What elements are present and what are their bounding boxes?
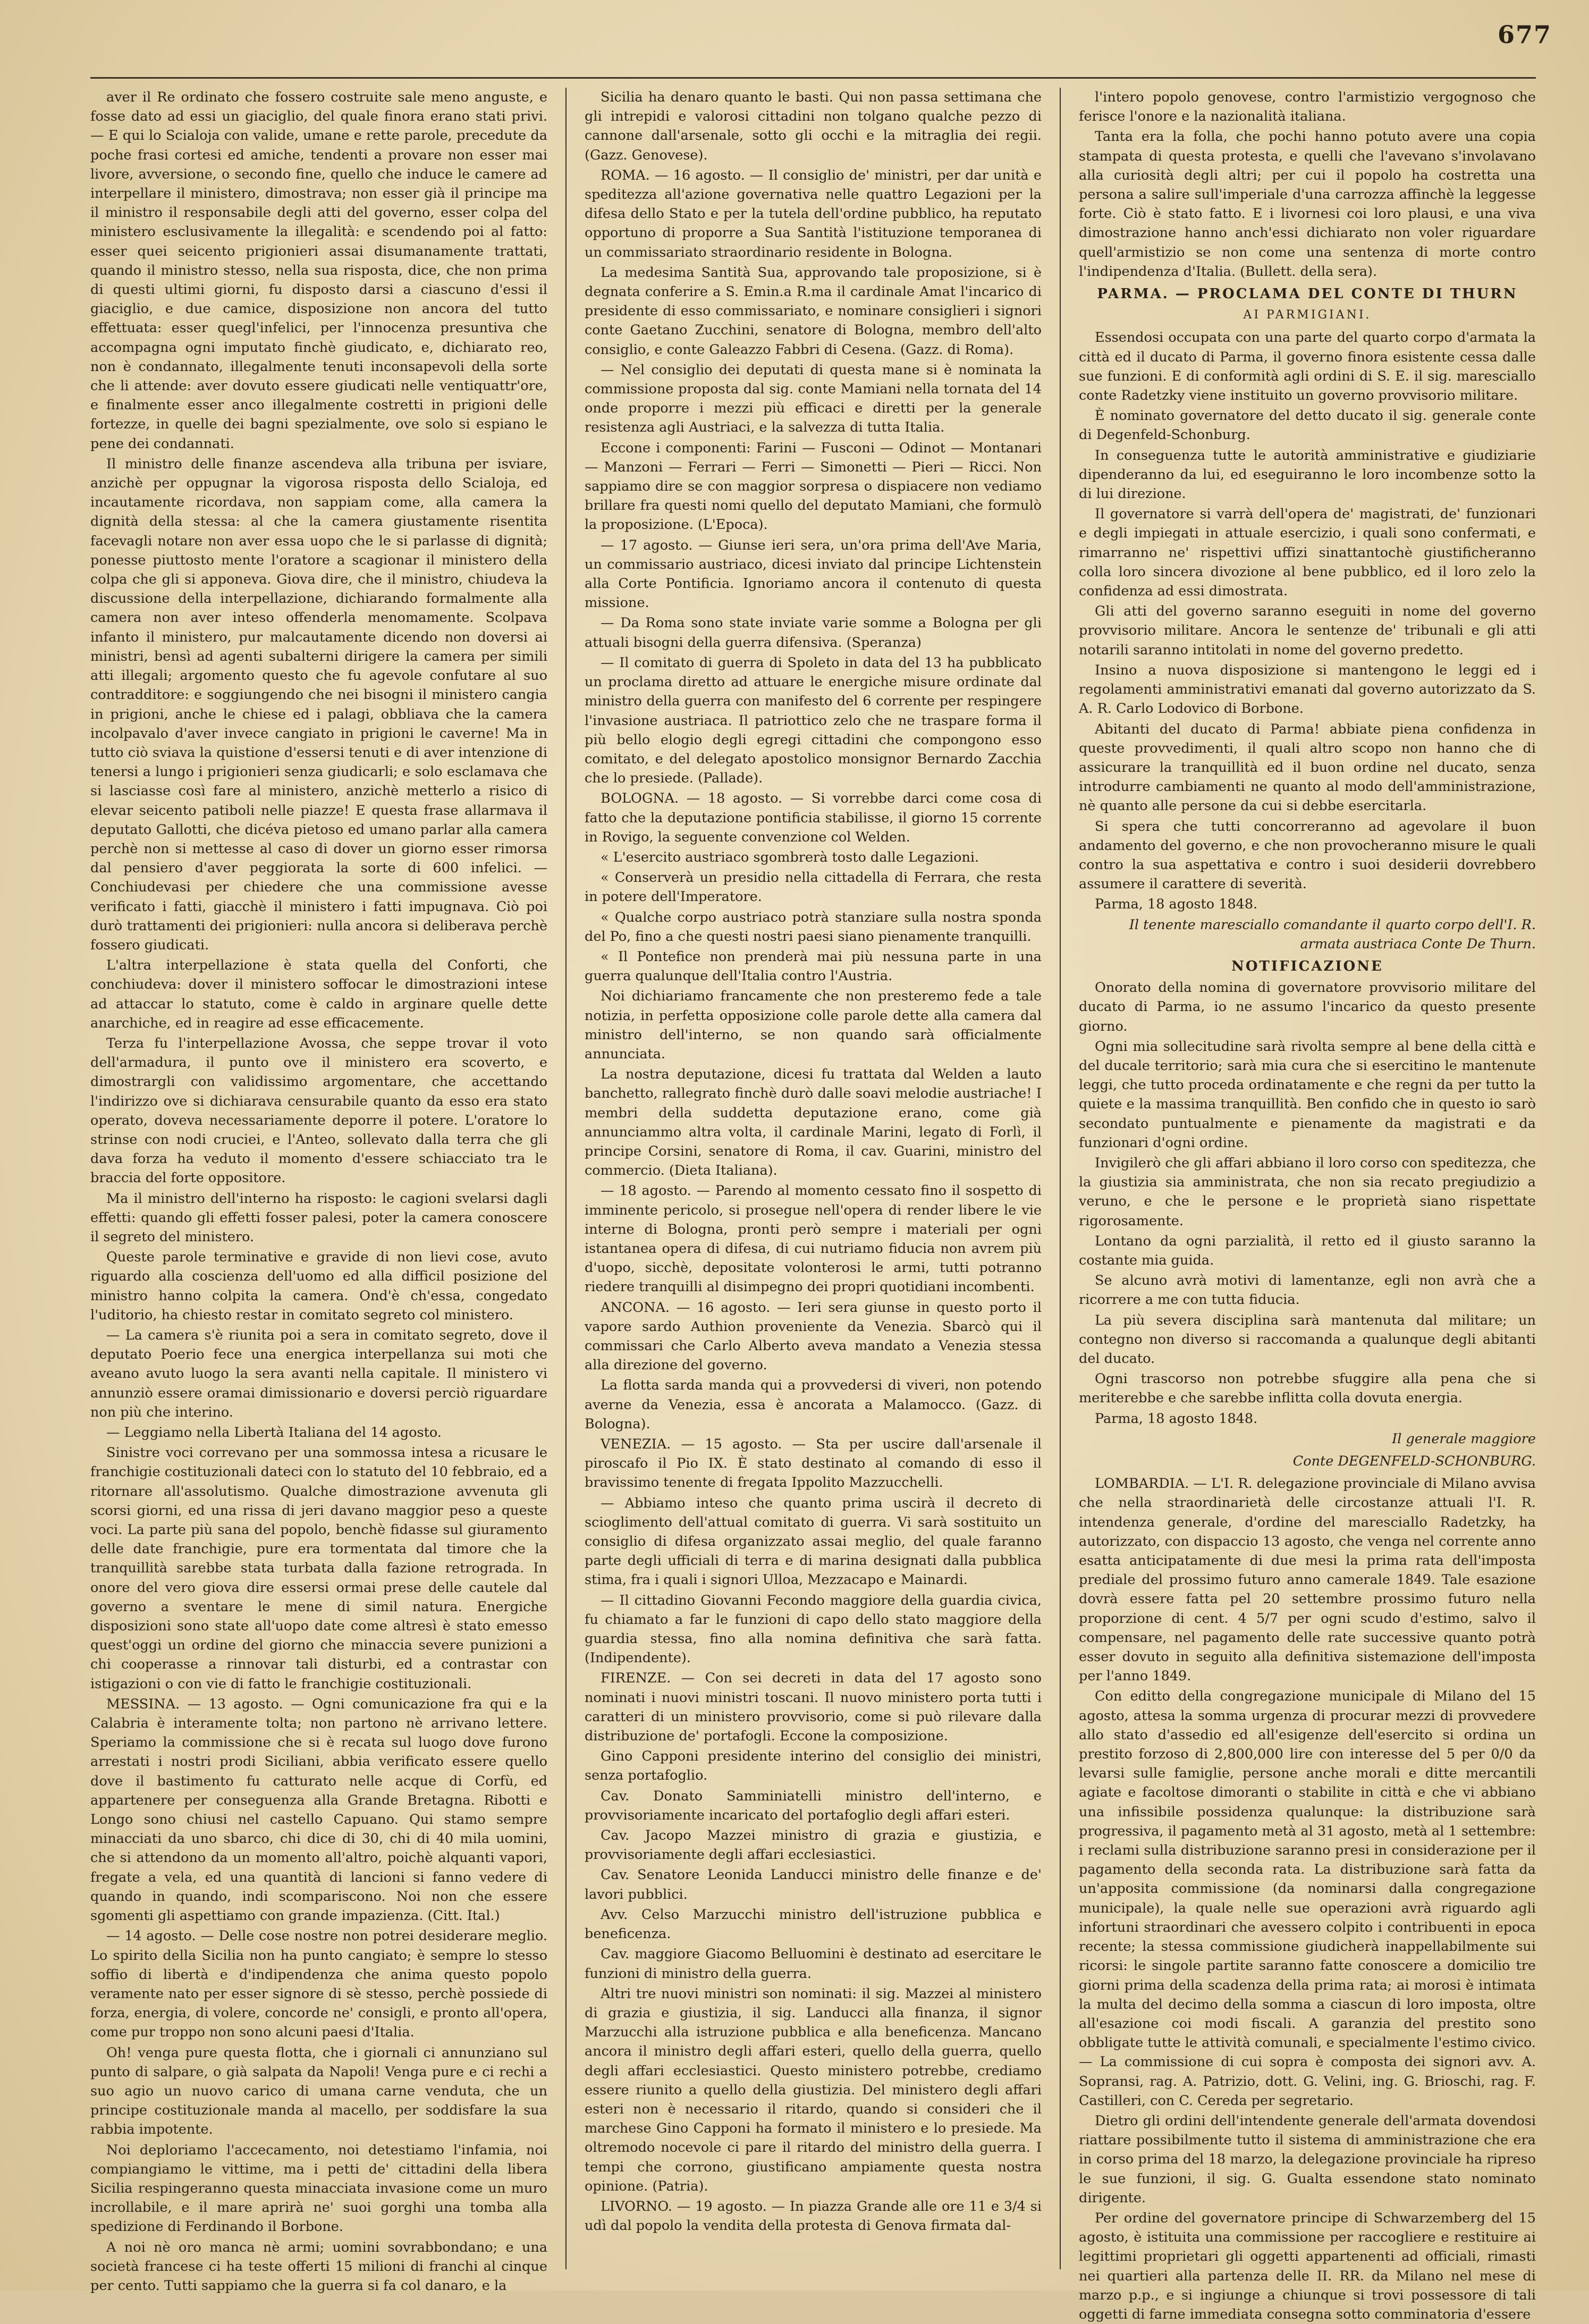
column-2	[567, 88, 1061, 2269]
parma-date-2: Parma, 18 agosto 1848.	[1095, 1410, 1258, 1427]
paragraph: Abitanti del ducato di Parma! abbiate piena confidenza in queste provvedimenti, il quali altro scopo non hanno che di assicurare la tranquillità ed il buon ordine nel ducato, senza introdurre cambiamenti ne quanto al modo dell'amministrazione, nè quanto alle persone da cui si debbe esercitarla.	[1079, 721, 1536, 814]
paragraph: Per ordine del governatore principe di Schwarzemberg del 15 agosto, è istituita una commissione per raccogliere e restituire ai legittimi proprietari gli oggetti appartenenti ad officiali, rimasti nei quartieri alla partenza delle II. RR. da Milano nel mese di marzo p.p., e si ingiunge a chiunque si trovi possessore di tali oggetti di farne immediata consegna sotto comminatoria d'essere	[1079, 2210, 1536, 2322]
paragraph: Altri tre nuovi ministri son nominati: il sig. Mazzei al ministero di grazia e giustizia, il sig. Landucci alla finanza, il signor Marzucchi alla istruzione pubblica e alla beneficenza. Mancano ancora il ministro degli affari esteri, quello della guerra, quello degli affari ecclesiastici. Questo ministero potrebbe, crediamo essere riunito a quello della giustizia. Del ministero degli affari esteri non è necessario il ritardo, quando si consideri che il marchese Gino Capponi ha formato il ministero e lo presiede. Ma oltremodo nocevole ci pare il ritardo del ministro della guerra. I tempi che corrono, giustificano ampiamente questa nostra opinione. (Patria).	[585, 1985, 1042, 2194]
paragraph: Sicilia ha denaro quanto le basti. Qui non passa settimana che gli intrepidi e valorosi cittadini non tolgano qualche pezzo di cannone dall'arsenale, sotto gli occhi e la mitraglia dei regii. (Gazz. Genovese).	[585, 89, 1042, 163]
paragraph: Terza fu l'interpellazione Avossa, che seppe trovar il voto dell'armadura, il punto ove il ministero era scoverto, e dimostrargli con validissimo argomentare, che accettando l'indirizzo ove si dichiarava censurabile quanto da esso era stato operato, doveva necessariamente deporre il potere. L'oratore lo strinse con nodi cruciei, e l'Anteo, sollevato dalla terra che gli dava forza ha veduto il momento d'essere schiacciato tra le braccia del forte oppositore.	[90, 1035, 547, 1186]
paragraph: — Nel consiglio dei deputati di questa mane si è nominata la commissione proposta dal sig. conte Mamiani nella tornata del 14 onde proporre i mezzi più efficaci e diretti per la generale resistenza agli Austriaci, e la salvezza di tutta Italia.	[585, 361, 1042, 436]
paragraph: — Leggiamo nella Libertà Italiana del 14 agosto.	[106, 1425, 442, 1441]
notification-body	[1079, 978, 1536, 1408]
paragraph: Tanta era la folla, che pochi hanno potuto avere una copia stampata di questa protesta, e quelli che l'avevano s'involavano alla curiosità degli altri; per cui il popolo ha costretta una persona a salire sull'imperiale d'una carrozza affinchè la leggesse forte. Ciò è stato fatto. E i livornesi coi loro plausi, e una viva dimostrazione hanno anch'essi dichiarato non voler riguardare quell'armistizio se non come una sentenza di morte contro l'indipendenza d'Italia. (Bullett. della sera).	[1079, 129, 1536, 280]
column-1	[90, 88, 567, 2294]
paragraph: È nominato governatore del detto ducato il sig. generale conte di Degenfeld-Schonburg.	[1079, 408, 1536, 443]
paragraph: ROMA. — 16 agosto. — Il consiglio de' ministri, per dar unità e speditezza all'azione governativa nelle quattro Legazioni per la difesa dello Stato e per la tutela dell'ordine pubblico, ha reputato opportuno di proporre a Sua Santità l'istituzione temporanea di un commissariato straordinario residente in Bologna.	[585, 167, 1042, 260]
paragraph: — Da Roma sono state inviate varie somme a Bologna per gli attuali bisogni della guerra difensiva. (Speranza)	[585, 615, 1042, 651]
paragraph: VENEZIA. — 15 agosto. — Sta per uscire dall'arsenale il piroscafo il Pio IX. È stato destinato al comando di esso il bravissimo tenente di fregata Ippolito Mazzucchelli.	[585, 1436, 1042, 1491]
paragraph: — 18 agosto. — Parendo al momento cessato fino il sospetto di imminente pericolo, si prosegue nell'opera di render libere le vie interne di Bologna, pronti però sempre i materiali per ogni istantanea opera di difesa, di cui nutriamo fiducia non avrem più d'uopo, sicchè, depositate volonterosi le armi, tutti potranno riedere tranquilli al disimpegno dei propri quotidiani incombenti.	[585, 1183, 1042, 1295]
paragraph: Se alcuno avrà motivi di lamentanze, egli non avrà che a ricorrere a me con tutta fiducia.	[1079, 1273, 1536, 1308]
header-rule	[90, 77, 1536, 79]
paragraph: Essendosi occupata con una parte del quarto corpo d'armata la città ed il ducato di Parma, il governo finora esistente cessa dalle sue funzioni. E di conformità agli ordini di S. E. il sig. maresciallo conte Radetzky viene instituito un governo provvisorio militare.	[1079, 330, 1536, 404]
paragraph: Dietro gli ordini dell'intendente generale dell'armata dovendosi riattare possibilmente tutto il sistema di amministrazione che era in corso prima del 18 marzo, la delegazione provinciale ha ripreso le sue funzioni, il sig. G. Gualta essendone stato nominato dirigente.	[1079, 2112, 1536, 2206]
paragraph: « Qualche corpo austriaco potrà stanziare sulla nostra sponda del Po, fino a che questi nostri paesi siano pienamente tranquilli.	[585, 909, 1042, 945]
paragraph: Ma il ministro dell'interno ha risposto: le cagioni svelarsi dagli effetti: quando gli effetti fosser palesi, poter la camera conoscere il segreto del ministero.	[90, 1190, 547, 1245]
paragraph: aver il Re ordinato che fossero costruite sale meno anguste, e fosse dato ad essi un giaciglio, del quale finora erano stati privi. — E qui lo Scialoja con valide, umane e rette parole, precedute da poche frasi cortesi ed amiche, tendenti a provare non esser mai livore, avversione, o secondo fine, quello che induce le camere ad interpellare il ministero, dimostrava; non esser già il principe ma il ministro il responsabile degli atti del governo, esser colpa del ministero esclusivamente la illegalità: e scendendo poi al fatto: esser quei seicento prigionieri assai disumanamente trattati, quando il ministro stesso, nella sua risposta, dice, che non prima di questi ultimi giorni, fu disposto darsi a ciascuno d'essi il giaciglio, e due camice, disposizione non ancora del tutto effettuata: esser quegl'infelici, per l'innocenza presuntiva che accompagna ogni imputato finchè giudicato, e, dichiarato reo, non è condannato, illegalmente tenuti inconsapevoli della sorte che li attende: aver dovuto essere giudicati nelle ventiquattr'ore, e finalmente esser anco illegalmente costretti in prigioni delle fortezze, in quelle dei bagni spezialmente, ove solo si espiano le pene dei condannati.	[90, 89, 547, 452]
paragraph: Avv. Celso Marzucchi ministro dell'istruzione pubblica e beneficenza.	[585, 1906, 1042, 1942]
paragraph: « Il Pontefice non prenderà mai più nessuna parte in una guerra qualunque dell'Italia contro l'Austria.	[585, 948, 1042, 984]
paragraph: Queste parole terminative e gravide di non lievi cose, avuto riguardo alla coscienza dell'uomo ed alla difficil posizione del ministro hanno colpita la camera. Ond'è ch'essa, congedato l'uditorio, ha chiesto restar in comitato segreto col ministero.	[90, 1249, 547, 1323]
paragraph: Onorato della nomina di governatore provvisorio militare del ducato di Parma, io ne assumo l'incarico da questo presente giorno.	[1079, 980, 1536, 1034]
parma-proclamation-heading: PARMA. — PROCLAMA DEL CONTE DI THURN	[1097, 286, 1518, 302]
paragraph: Con editto della congregazione municipale di Milano del 15 agosto, attesa la somma urgenza di procurar mezzi di provvedere allo stato d'assedio ed all'esigenze dell'esercito si ordina un prestito forzoso di 2,800,000 lire con interesse del 5 per 0/0 da levarsi sulle famiglie, persone anche morali e ditte mercantili agiate e facoltose dimoranti o stabilite in città e che vi abbiano una infissibile possidenza qualunque: la distribuzione sarà progressiva, il pagamento metà al 31 agosto, metà al 1 settembre: i reclami sulla distribuzione saranno presi in considerazione per il pagamento della seconda rata. La distribuzione sarà fatta da un'apposita commissione (da nominarsi dalla congregazione municipale), la quale nelle sue operazioni avrà riguardo agli infortuni straordinari che avessero colpito i contribuenti in epoca recente; la stessa commissione giudicherà inappellabilmente sui ricorsi: le singole partite saranno fatte conoscere a domicilio tre giorni prima della scadenza della prima rata; ai morosi è intimata la multa del decimo della somma a ciascun di loro imposta, oltre all'esazione coi modi fiscali. A garanzia del prestito sono obbligate tutte le attività comunali, e specialmente l'estimo civico. — La commissione di cui sopra è composta dei signori avv. A. Sopransi, rag. A. Patrizio, dott. G. Velini, ing. G. Brioschi, rag. F. Castilleri, con C. Cereda per segretario.	[1079, 1688, 1536, 2109]
notification-heading: NOTIFICAZIONE	[1231, 958, 1383, 974]
paragraph: In conseguenza tutte le autorità amministrative e giudiziarie dipenderanno da lui, ed eseguiranno le loro incombenze sotto la di lui direzione.	[1079, 447, 1536, 502]
column-3	[1061, 88, 1536, 2322]
paragraph: Eccone i componenti: Farini — Fusconi — Odinot — Montanari — Manzoni — Ferrari — Ferri — Simonetti — Pieri — Ricci. Non sappiamo dire se con maggior sorpresa o dispiacere non vediamo brillare fra questi nomi quello del deputato Mamiani, che formulò la proposizione. (L'Epoca).	[585, 440, 1042, 533]
paragraph: La più severa disciplina sarà mantenuta dal militare; un contegno non diverso si raccomanda a qualunque degli abitanti del ducato.	[1079, 1312, 1536, 1367]
paragraph: LIVORNO. — 19 agosto. — In piazza Grande alle ore 11 e 3/4 si udì dal popolo la vendita della protesta di Genova firmata dal-	[585, 2198, 1042, 2234]
paragraph: — La camera s'è riunita poi a sera in comitato segreto, dove il deputato Poerio fece una energica interpellanza sui moti che aveano avuto luogo la sera avanti nella capitale. Il ministero vi annunziò essere oramai dimissionario e doversi perciò riguardare non più che interino.	[90, 1327, 547, 1420]
paragraph: Lontano da ogni parzialità, il retto ed il giusto saranno la costante mia guida.	[1079, 1233, 1536, 1268]
paragraph: Cav. maggiore Giacomo Belluomini è destinato ad esercitare le funzioni di ministro della guerra.	[585, 1946, 1042, 1982]
paragraph: La nostra deputazione, dicesi fu trattata dal Welden a lauto banchetto, rallegrato finchè durò dalle soavi melodie austriache! I membri della suddetta deputazione erano, come già annunciammo altra volta, il cardinale Marini, legato di Forlì, il principe Corsini, senatore di Roma, il cav. Guarini, ministro del commercio. (Dieta Italiana).	[585, 1066, 1042, 1179]
paragraph: « Conserverà un presidio nella cittadella di Ferrara, che resta in potere dell'Imperatore.	[585, 870, 1042, 905]
paragraph: Cav. Senatore Leonida Landucci ministro delle finanze e de' lavori pubblici.	[585, 1867, 1042, 1902]
paragraph: FIRENZE. — Con sei decreti in data del 17 agosto sono nominati i nuovi ministri toscani. Il nuovo ministero porta tutti i caratteri di un ministero provvisorio, come si può rilevare dalla distribuzione de' portafogli. Eccone la composizione.	[585, 1670, 1042, 1745]
column-3-intro	[1079, 88, 1536, 281]
paragraph: — 17 agosto. — Giunse ieri sera, un'ora prima dell'Ave Maria, un commissario austriaco, dicesi inviato dal principe Lichtenstein alla Corte Pontificia. Ignoriamo ancora il contenuto di questa missione.	[585, 537, 1042, 611]
paragraph: — Il cittadino Giovanni Fecondo maggiore della guardia civica, fu chiamato a far le funzioni di capo dello stato maggiore della guardia stessa, fino alla nomina definitiva che sarà fatta. (Indipendente).	[585, 1592, 1042, 1666]
paragraph: Noi dichiariamo francamente che non presteremo fede a tale notizia, in perfetta opposizione colle parole dette alla camera dal ministro dell'interno, se non quando sarà officialmente annunciata.	[585, 988, 1042, 1062]
paragraph: Sinistre voci correvano per una sommossa intesa a ricusare le franchigie costituzionali dateci con lo statuto del 10 febbraio, ed a ritornare all'assolutismo. Qualche dimostrazione avvenuta gli scorsi giorni, ed una rissa di jeri davano maggior peso a queste voci. La parte più sana del popolo, benchè fidasse sul giuramento delle date franchigie, pure era tormentata dal timore che la tranquillità sarebbe stata turbata dalla fazione retrograda. In onore del vero giova dire essersi ormai prese delle cautele dal governo a sventare le mene di simil natura. Energiche disposizioni sono state all'uopo date come altresì è stato emesso quest'oggi un ordine del giorno che minaccia severe punizioni a chi cooperasse a rinnovar tali disturbi, ed a contrastar con istigazioni o con vie di fatto le franchigie costituzionali.	[90, 1445, 547, 1692]
paragraph: L'altra interpellazione è stata quella del Conforti, che conchiudeva: dover il ministero soffocar le dimostrazioni intese ad attaccar lo statuto, come è caldo in arginare quelle dette anarchiche, ed in reagire ad esse efficacemente.	[90, 957, 547, 1031]
paragraph: Ogni mia sollecitudine sarà rivolta sempre al bene della città e del ducale territorio; sarà mia cura che si esercitino le mantenute leggi, che tutto proceda ordinatamente e che regni da per tutto la quiete e la massima tranquillità. Ben confido che in questo io sarò secondato puntualmente e pienamente da magistrati e da funzionari d'ogni ordine.	[1079, 1038, 1536, 1151]
page-number: 677	[1497, 20, 1552, 49]
paragraph: — 14 agosto. — Delle cose nostre non potrei desiderare meglio. Lo spirito della Sicilia non ha punto cangiato; è sempre lo stesso soffio di libertà e d'indipendenza che anima questo popolo veramente nato per esser signore di sè stesso, perchè possiede di forza, energia, di volere, concorde ne' consigli, e pronto all'opera, come pur troppo non sono alcuni paesi d'Italia.	[90, 1928, 547, 2041]
paragraph: Oh! venga pure questa flotta, che i giornali ci annunziano sul punto di salpare, o già salpata da Napoli! Venga pure e ci rechi a suo agio un nuovo carico di umana carne venduta, che un principe costituzionale manda al macello, per soddisfare la sua rabbia impotente.	[90, 2044, 547, 2138]
paragraph: La flotta sarda manda qui a provvedersi di viveri, non potendo averne da Venezia, essa è ancorata a Malamocco. (Gazz. di Bologna).	[585, 1377, 1042, 1432]
paragraph: ANCONA. — 16 agosto. — Ieri sera giunse in questo porto il vapore sardo Authion proveniente da Venezia. Sbarcò qui il commissari che Carlo Alberto aveva mandato a Venezia stessa alla direzione del governo.	[585, 1299, 1042, 1374]
paragraph: Insino a nuova disposizione si mantengono le leggi ed i regolamenti amministrativi emanati dal governo autorizzato da S. A. R. Carlo Lodovico di Borbone.	[1079, 662, 1536, 717]
paragraph: Gli atti del governo saranno eseguiti in nome del governo provvisorio militare. Ancora le sentenze de' tribunali e gli atti notarili saranno intitolati in nome del governo predetto.	[1079, 603, 1536, 658]
paragraph: Si spera che tutti concorreranno ad agevolare il buon andamento del governo, e che non provocheranno misure le quali contro la sua aspettativa e contro i suoi desiderii dovrebbero assumere il carattere di severità.	[1079, 818, 1536, 892]
paragraph: La medesima Santità Sua, approvando tale proposizione, si è degnata conferire a S. Emin.a R.ma il cardinale Amat l'incarico di presidente di esso commissariato, e nominare consiglieri i signori conte Gaetano Zucchini, senatore di Bologna, membro dell'alto consiglio, e conte Galeazzo Fabbri di Cesena. (Gazz. di Roma).	[585, 264, 1042, 358]
parma-date-1: Parma, 18 agosto 1848.	[1095, 896, 1258, 913]
paragraph: Il ministro delle finanze ascendeva alla tribuna per isviare, anzichè per oppugnar la vigorosa risposta dello Scialoja, ed incautamente ricordava, non sappiam come, alla camera la dignità della stessa: al che la camera giustamente risentita facevagli notare non aver essa uopo che le si parlasse di dignità; ponesse piuttosto mente l'oratore a scagionar il ministero della colpa che gli si apponeva. Giova dire, che il ministro, chiudeva la discussione della interpellazione, dichiarando formalmente alla camera non aver inteso offenderla menomamente. Scolpava infanto il ministero, pur malcautamente dicendo non doversi ai ministri, bensì ad agenti subalterni dirigere la camera per simili atti illegali; argomento questo che fu agevole confutare al suo contradditore: e soggiungendo che nei bisogni il ministero cangia in prigioni, anche le chiese ed i palagi, obbliava che la camera incolpavalo d'aver invece cangiato in prigioni le caverne! Ma in tutto ciò sviava la quistione d'essersi tenuti e di aver intenzione di tenersi a lungo i prigionieri senza giudicarli; e solo esclamava che si lasciasse così fare al ministero, anzichè metterlo a risico di elevar seicento patiboli nelle piazze! E questa frase allarmava il deputato Gallotti, che dicéva pietoso ed umano parlar alla camera perchè non si mettesse al caso di dover un giorno esser rimorsa dal pensiero d'aver peggiorata la sorte di 600 infelici. — Conchiudevasi per chiedere che una commissione avesse verificato i fatti, giacchè il ministero i fatti impugnava. Ciò poi durò trattamenti dei prigionieri: nulla ancora si deliberava perchè fossero giudicati.	[90, 456, 547, 953]
paragraph: Cav. Donato Samminiatelli ministro dell'interno, e provvisoriamente incaricato del portafoglio degli affari esteri.	[585, 1788, 1042, 1823]
signature-degenfeld-title: Il generale maggiore	[1392, 1430, 1536, 1447]
parma-proclamation-subheading: AI PARMIGIANI.	[1243, 308, 1372, 322]
paragraph: Cav. Jacopo Mazzei ministro di grazia e giustizia, e provvisoriamente degli affari ecclesiastici.	[585, 1828, 1042, 1863]
paragraph: Il governatore si varrà dell'opera de' magistrati, de' funzionari e degli impiegati in attuale esercizio, i quali sono confermati, e rimarranno ne' rispettivi uffizi sinattantochè giustificheranno colla loro sincera divozione al bene pubblico, ed il loro zelo la confidenza ad essi dimostrata.	[1079, 506, 1536, 600]
paragraph: Ogni trascorso non potrebbe sfuggire alla pena che si meriterebbe e che sarebbe inflitta colla dovuta energia.	[1079, 1371, 1536, 1407]
paragraph: Noi deploriamo l'accecamento, noi detestiamo l'infamia, noi compiangiamo le vittime, ma i petti de' cittadini della libera Sicilia respingeranno questa minacciata invasione come un muro incrollabile, e il mare aprirà ne' suoi gorghi una tomba alla spedizione di Ferdinando il Borbone.	[90, 2142, 547, 2235]
text-columns	[90, 88, 1536, 2322]
paragraph: — Il comitato di guerra di Spoleto in data del 13 ha pubblicato un proclama diretto ad attuare le energiche misure ordinate dal ministro della guerra con manifesto del 6 corrente per respingere l'invasione austriaca. Il patriottico zelo che ne traspare forma il più bello elogio degli egregi cittadini che compongono esso comitato, e del delegato apostolico monsignor Bernardo Zacchia che lo presiede. (Pallade).	[585, 654, 1042, 787]
signature-degenfeld-name: Conte DEGENFELD-SCHONBURG.	[1292, 1453, 1536, 1470]
paragraph: A noi nè oro manca nè armi; uomini sovrabbondano; e una società francese ci ha teste offerti 15 milioni di franchi al cinque per cento. Tutti sappiamo che la guerra si fa col danaro, e la	[90, 2239, 547, 2294]
paragraph: Gino Capponi presidente interino del consiglio dei ministri, senza portafoglio.	[585, 1748, 1042, 1784]
lombardia-body	[1079, 1474, 1536, 2324]
signature-thurn: Il tenente maresciallo comandante il quarto corpo dell'I. R. armata austriaca Conte De Thurn.	[1129, 916, 1536, 952]
paragraph: MESSINA. — 13 agosto. — Ogni comunicazione fra qui e la Calabria è interamente tolta; non partono nè arrivano lettere. Speriamo la commissione che si è recata sul luogo dove furono arrestati i nostri prodi Siciliani, abbia verificato essere quello dove il bastimento fu catturato nelle acque di Corfù, ed appartenere per conseguenza alla Grande Bretagna. Ribotti e Longo sono chiusi nel castello Capuano. Qui stamo sempre minacciati da uno sbarco, chi dice di 30, chi di 40 mila uomini, che si attendono da un momento all'altro, poichè alquanti vapori, fregate a vela, ed una quantità di lancioni si fanno vedere di quando in quando, indi scompariscono. Noi non che essere sgomenti gli aspettiamo con grande impazienza. (Citt. Ital.)	[90, 1696, 547, 1924]
parma-proclamation-body	[1079, 328, 1536, 894]
paragraph: — Abbiamo inteso che quanto prima uscirà il decreto di scioglimento dell'attual comitato di guerra. Vi sarà sostituito un consiglio di difesa organizzato assai meglio, del quale faranno parte degli ufficiali di terra e di marina designati dalla pubblica stima, fra i quali i signori Ulloa, Mezzacapo e Mainardi.	[585, 1495, 1042, 1588]
paragraph: Invigilerò che gli affari abbiano il loro corso con speditezza, che la giustizia sia amministrata, che non sia recato pregiudizio a veruno, e che le persone e le proprietà siano rispettate rigorosamente.	[1079, 1155, 1536, 1229]
paragraph: LOMBARDIA. — L'I. R. delegazione provinciale di Milano avvisa che nella straordinarietà delle circostanze attuali l'I. R. intendenza generale, d'ordine del maresciallo Radetzky, ha autorizzato, con dispaccio 13 agosto, che venga nel corrente anno esatta anticipatamente di due mesi la prima rata dell'imposta prediale del prossimo futuro anno camerale 1849. Tale esazione dovrà essere fatta pel 20 settembre prossimo futuro nella proporzione di cent. 4 5/7 per ogni scudo d'estimo, salvo il compensare, nel pagamento delle rate successive quanto potrà esser dovuto in seguito alla definitiva sistemazione dell'imposta per l'anno 1849.	[1079, 1476, 1536, 1685]
paragraph: l'intero popolo genovese, contro l'armistizio vergognoso che ferisce l'onore e la nazionalità italiana.	[1079, 89, 1536, 125]
paragraph: BOLOGNA. — 18 agosto. — Si vorrebbe darci come cosa di fatto che la deputazione pontificia stabilisse, il giorno 15 corrente in Rovigo, la seguente convenzione col Welden.	[585, 790, 1042, 845]
paragraph: « L'esercito austriaco sgombrerà tosto dalle Legazioni.	[601, 849, 979, 865]
